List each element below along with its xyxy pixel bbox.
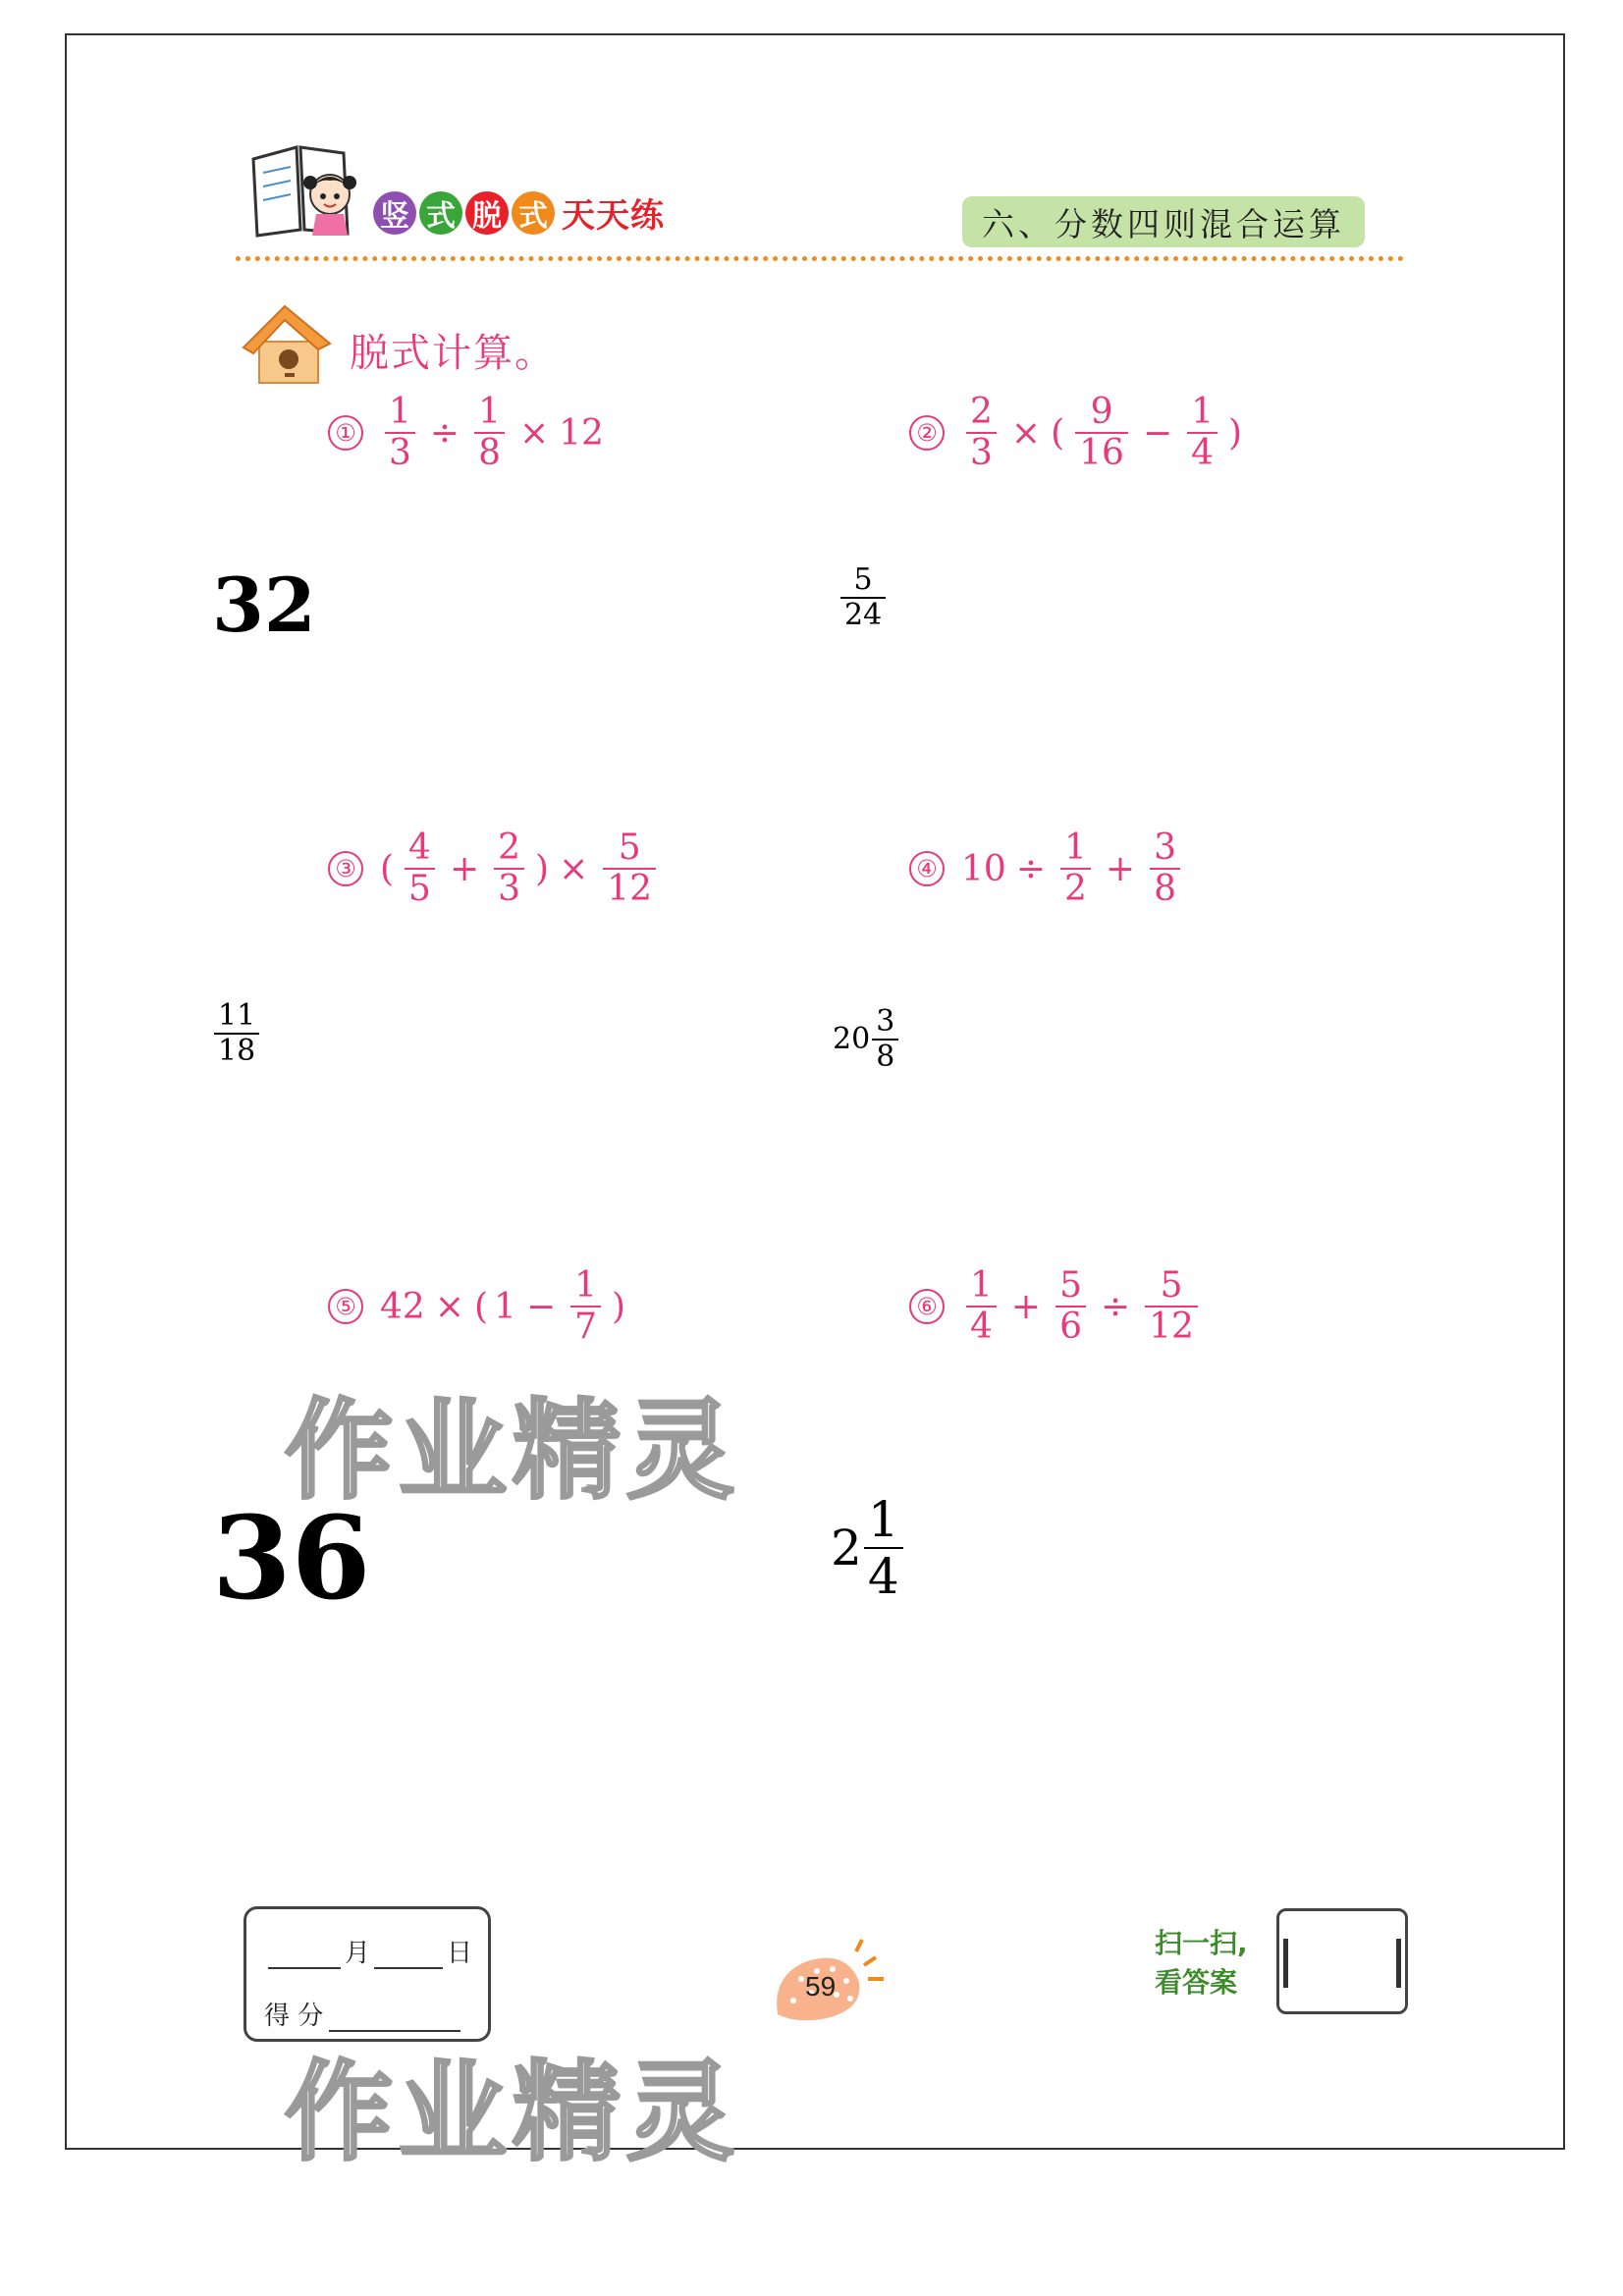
day-label: 日 [447, 1939, 473, 1968]
integer: 10 [961, 848, 1006, 889]
dotted-divider [236, 256, 1404, 261]
month-blank[interactable] [268, 1942, 341, 1969]
fraction: $\frac{11}{18}$ [214, 999, 259, 1067]
problem-number: ① [328, 415, 363, 451]
answer-3 [206, 999, 267, 1067]
problem-6 [909, 1266, 1206, 1348]
date-score-card [243, 1906, 491, 2042]
answer-2 [833, 563, 893, 631]
operator: ÷ [1100, 1286, 1131, 1327]
scan-for-answers [1155, 1924, 1248, 2002]
chapter-badge: 六、分数四则混合运算 [962, 196, 1365, 247]
paren-open: ( [380, 848, 395, 889]
birdhouse-icon [240, 298, 332, 389]
problem-1 [328, 393, 607, 474]
fraction: $\frac{1}{4}$ [864, 1492, 903, 1604]
problem-number: ③ [328, 851, 363, 886]
operator: ÷ [1015, 848, 1046, 889]
fraction: $\frac{3}{8}$ [872, 1005, 898, 1073]
operator: × [1010, 412, 1042, 454]
operator: − [1142, 412, 1173, 454]
paren-open: ( [1051, 412, 1065, 454]
problem-number: ⑤ [328, 1289, 363, 1324]
operator: − [525, 1286, 557, 1327]
month-label: 月 [345, 1939, 371, 1968]
fraction: $\frac{5}{24}$ [840, 563, 886, 631]
qr-code-box[interactable] [1276, 1908, 1408, 2014]
fraction: $\frac{3}{8}$ [1150, 828, 1180, 910]
paren-close: ) [535, 848, 550, 889]
answer-4 [833, 1005, 906, 1073]
integer: 1 [494, 1286, 516, 1327]
problem-2 [909, 393, 1245, 474]
operator: × [518, 412, 550, 454]
operator: ÷ [429, 412, 460, 454]
operator: + [1105, 848, 1136, 889]
problem-4 [909, 828, 1188, 910]
integer: 42 [380, 1286, 425, 1327]
series-char: 式 [512, 191, 555, 235]
fraction: $\frac{1}{8}$ [474, 393, 505, 474]
series-char: 脱 [465, 191, 509, 235]
problem-3 [328, 828, 664, 910]
scan-line-1: 扫一扫, [1155, 1927, 1248, 1959]
fraction: $\frac{1}{4}$ [966, 1266, 997, 1348]
mixed-whole: 2 [831, 1520, 862, 1576]
series-tail: 天天练 [562, 196, 665, 236]
scan-line-2: 看答案 [1155, 1966, 1238, 1999]
problem-number: ② [909, 415, 945, 451]
operator: + [1010, 1286, 1042, 1327]
fraction: $\frac{2}{3}$ [494, 828, 524, 910]
instruction: 脱式计算。 [350, 331, 556, 376]
date-line [268, 1933, 472, 1969]
operator: × [434, 1286, 464, 1327]
fraction: $\frac{5}{12}$ [603, 828, 656, 910]
problem-number: ⑥ [909, 1289, 945, 1324]
fraction: $\frac{5}{12}$ [1145, 1266, 1198, 1348]
paren-open: ( [473, 1286, 489, 1327]
operator: × [559, 848, 589, 889]
series-char: 式 [419, 191, 462, 235]
fraction: $\frac{1}{7}$ [570, 1266, 601, 1348]
paren-close: ) [1228, 412, 1243, 454]
fraction: $\frac{9}{16}$ [1075, 393, 1128, 474]
series-title [373, 188, 665, 237]
fraction: $\frac{2}{3}$ [966, 393, 997, 474]
answer-6 [831, 1492, 911, 1604]
watermark: 作业精灵 [285, 2050, 740, 2175]
score-label: 得 分 [264, 2002, 324, 2031]
fraction: $\frac{4}{5}$ [405, 828, 435, 910]
page-number: 59 [805, 1971, 837, 2002]
day-blank[interactable] [374, 1942, 443, 1969]
fraction: $\frac{1}{2}$ [1060, 828, 1091, 910]
fraction: $\frac{1}{3}$ [385, 393, 415, 474]
mixed-whole: 20 [833, 1022, 871, 1057]
operator: + [449, 848, 480, 889]
problem-number: ④ [909, 851, 945, 886]
fraction: $\frac{5}{6}$ [1055, 1266, 1086, 1348]
answer-5: 36 [212, 1492, 371, 1626]
fraction: $\frac{1}{4}$ [1187, 393, 1217, 474]
problem-5 [328, 1266, 628, 1348]
answer-1: 32 [212, 561, 316, 649]
watermark: 作业精灵 [285, 1388, 740, 1514]
book-girl-logo-icon [245, 139, 363, 238]
series-char: 竖 [373, 191, 416, 235]
integer: 12 [559, 412, 604, 454]
paren-close: ) [612, 1286, 626, 1327]
